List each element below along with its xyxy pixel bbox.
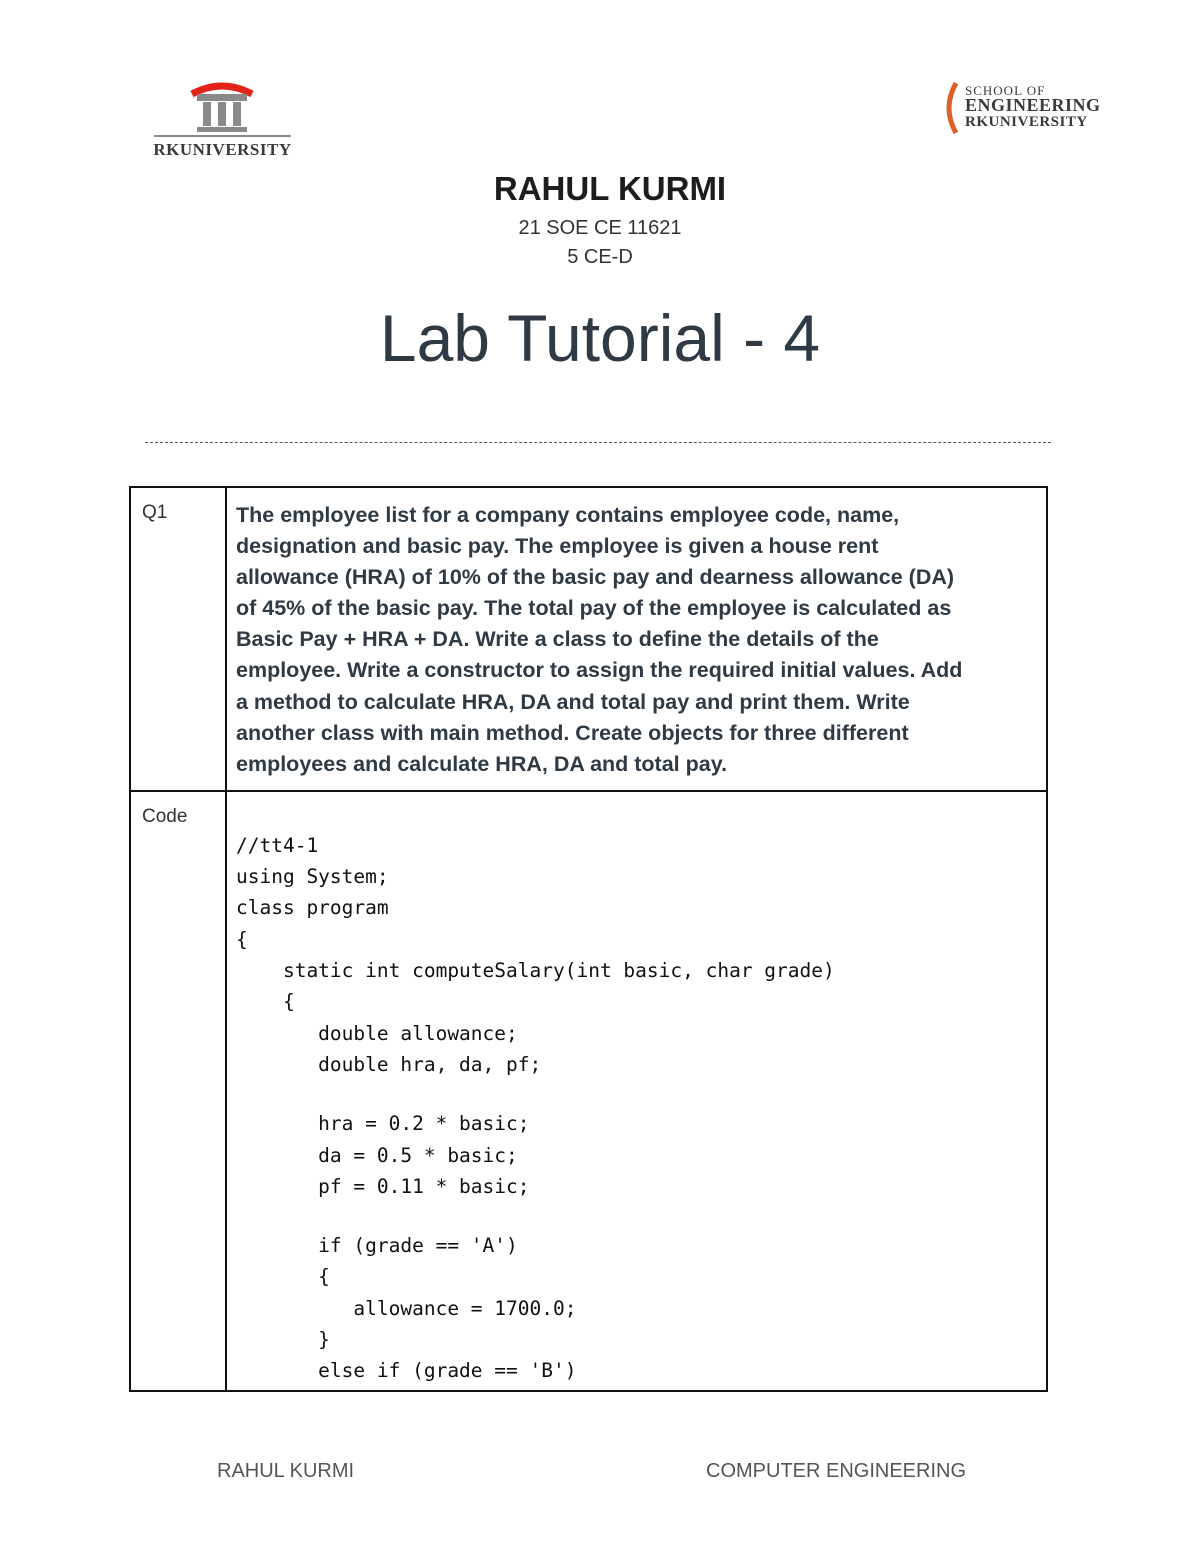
question-table (129, 486, 1048, 1392)
separator-line (145, 442, 1051, 443)
code-line: { (236, 927, 248, 951)
page-title: Lab Tutorial - 4 (379, 301, 821, 375)
question-text (226, 487, 1047, 791)
code-line: if (grade == 'A') (236, 1234, 518, 1258)
code-label: Code (130, 791, 226, 1391)
code-line: //tt4-1 (236, 833, 319, 857)
code-line: class program (236, 896, 389, 920)
university-logo-text: RKUNIVERSITY (153, 140, 292, 159)
code-line: da = 0.5 * basic; (236, 1143, 518, 1167)
school-logo (940, 80, 1110, 136)
question-label: Q1 (130, 487, 226, 791)
table-row-code (130, 791, 1047, 1391)
code-line (236, 1080, 1046, 1108)
class-division: 5 CE-D (567, 246, 633, 268)
school-logo-line1: SCHOOL OF (965, 83, 1046, 98)
question-line: designation and basic pay. The employee is given a house rent (236, 534, 879, 559)
bracket-icon (940, 80, 960, 136)
question-line: The employee list for a company contains employee code, name, (236, 503, 900, 527)
roll-number: 21 SOE CE 11621 (518, 217, 682, 239)
question-line: allowance (HRA) of 10% of the basic pay and dearness allowance (DA) (236, 565, 955, 590)
code-line: pf = 0.11 * basic; (236, 1174, 530, 1198)
university-logo (150, 80, 295, 162)
question-line: Basic Pay + HRA + DA. Write a class to define the details of the (236, 627, 879, 652)
code-line: { (236, 990, 295, 1014)
question-line: a method to calculate HRA, DA and total pay and print them. Write (236, 689, 910, 714)
question-line: another class with main method. Create objects for three different (236, 720, 909, 745)
code-line: else if (grade == 'B') (236, 1359, 577, 1383)
student-name: RAHUL KURMI (493, 170, 727, 207)
code-line: static int computeSalary(int basic, char grade) (236, 959, 835, 983)
code-line: double hra, da, pf; (236, 1052, 542, 1076)
question-line: employees and calculate HRA, DA and total pay. (236, 751, 728, 776)
question-line: of 45% of the basic pay. The total pay of the employee is calculated as (236, 596, 952, 621)
footer-student-name: RAHUL KURMI (217, 1460, 355, 1482)
code-line: double allowance; (236, 1021, 518, 1045)
code-line: using System; (236, 865, 389, 889)
university-logo-emblem (150, 80, 295, 142)
code-line (236, 1202, 1046, 1230)
school-logo-line2: ENGINEERING (965, 95, 1101, 115)
code-line: } (236, 1328, 330, 1351)
code-line: hra = 0.2 * basic; (236, 1112, 530, 1136)
code-line: { (236, 1265, 330, 1289)
school-logo-line3: RKUNIVERSITY (965, 114, 1088, 130)
question-line: employee. Write a constructor to assign the required initial values. Add (236, 658, 963, 683)
code-block (226, 791, 1047, 1391)
code-line: allowance = 1700.0; (236, 1296, 577, 1320)
footer-department: COMPUTER ENGINEERING (706, 1460, 967, 1482)
table-row-question (130, 487, 1047, 791)
